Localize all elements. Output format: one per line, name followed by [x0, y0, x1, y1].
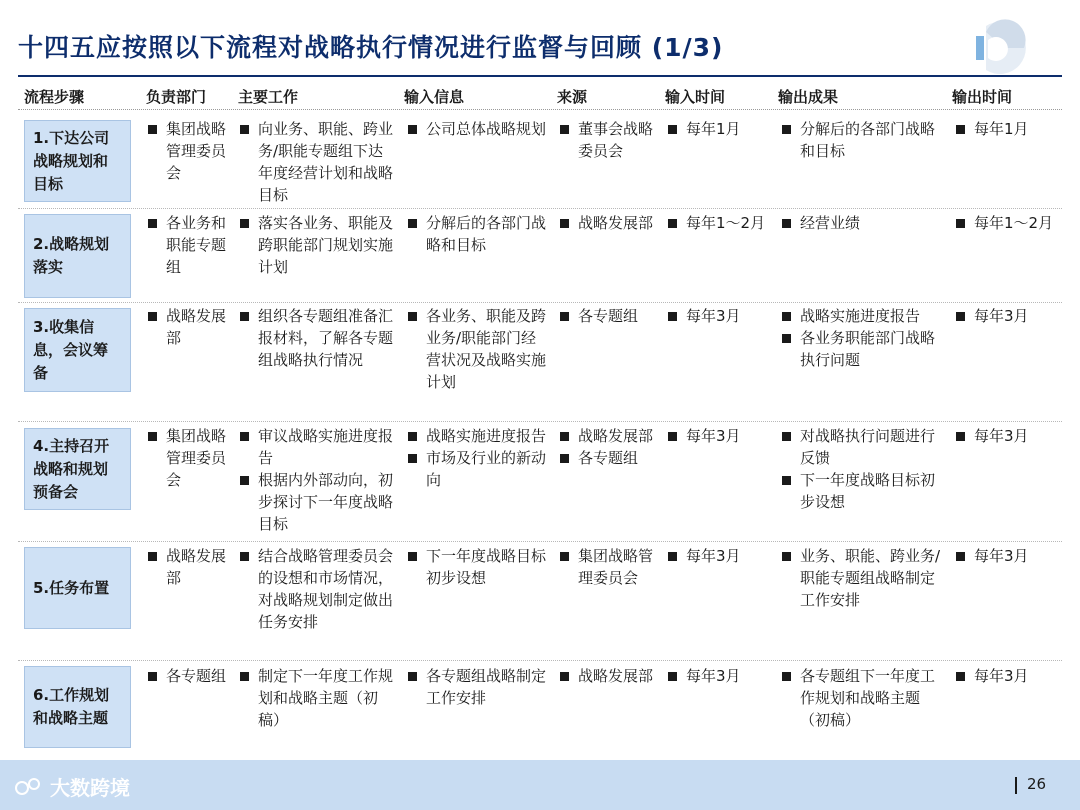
- square-bullet-icon: [668, 312, 677, 321]
- output-cell: [780, 118, 944, 162]
- square-bullet-icon: [560, 125, 569, 134]
- step-text: 2.战略规划落实: [33, 235, 110, 276]
- dept-cell: [146, 305, 228, 349]
- bullet-text: 下一年度战略目标初步设想: [800, 471, 936, 511]
- square-bullet-icon: [782, 334, 791, 343]
- bullet-item: [780, 118, 944, 162]
- output-cell: [780, 212, 944, 234]
- square-bullet-icon: [668, 672, 677, 681]
- input-time-cell: [666, 118, 770, 140]
- bullet-text: 分解后的各部门战略和目标: [800, 120, 936, 160]
- step-text: 5.任务布置: [33, 578, 110, 597]
- bullet-text: 分解后的各部门战略和目标: [426, 214, 547, 254]
- bullet-item: [238, 305, 398, 371]
- square-bullet-icon: [240, 312, 249, 321]
- bullet-text: 董事会战略委员会: [578, 120, 654, 160]
- square-bullet-icon: [148, 219, 157, 228]
- bullet-item: [780, 665, 944, 731]
- bullet-item: [406, 212, 551, 256]
- header-output-time: 输出时间: [952, 88, 1013, 106]
- row-divider: [18, 541, 1062, 542]
- output-cell: [780, 305, 944, 371]
- output-cell: [780, 545, 944, 611]
- output-time-cell: [954, 305, 1054, 327]
- bullet-item: [406, 447, 551, 491]
- bullet-item: [558, 665, 658, 687]
- header-dept: 负责部门: [146, 88, 207, 106]
- bullet-text: 各专题组下一年度工作规划和战略主题（初稿）: [800, 667, 936, 729]
- bullet-item: [146, 305, 228, 349]
- square-bullet-icon: [956, 312, 965, 321]
- step-label: [24, 308, 131, 392]
- bullet-item: [666, 118, 770, 140]
- input-time-cell: [666, 665, 770, 687]
- work-cell: [238, 118, 398, 206]
- square-bullet-icon: [782, 125, 791, 134]
- square-bullet-icon: [148, 672, 157, 681]
- dept-cell: [146, 425, 228, 491]
- square-bullet-icon: [240, 672, 249, 681]
- bullet-text: 每年3月: [974, 547, 1029, 565]
- input-cell: [406, 118, 551, 140]
- source-cell: [558, 212, 658, 234]
- square-bullet-icon: [668, 432, 677, 441]
- bullet-item: [780, 545, 944, 611]
- row-divider: [18, 421, 1062, 422]
- bullet-item: [666, 425, 770, 447]
- bullet-text: 结合战略管理委员会的设想和市场情况，对战略规划制定做出任务安排: [258, 547, 394, 631]
- bullet-text: 战略实施进度报告: [800, 307, 921, 325]
- bullet-item: [406, 425, 551, 447]
- input-cell: [406, 305, 551, 393]
- square-bullet-icon: [560, 432, 569, 441]
- page-number-divider: [1015, 777, 1017, 794]
- watermark-logo-icon: [14, 776, 44, 798]
- input-time-cell: [666, 212, 770, 234]
- bullet-text: 组织各专题组准备汇报材料，了解各专题组战略执行情况: [258, 307, 394, 369]
- bullet-item: [238, 425, 398, 469]
- step-label: [24, 547, 131, 629]
- square-bullet-icon: [560, 312, 569, 321]
- header-step: 流程步骤: [24, 88, 85, 106]
- bullet-item: [558, 545, 658, 589]
- bullet-text: 对战略执行问题进行反馈: [800, 427, 936, 467]
- square-bullet-icon: [782, 476, 791, 485]
- bullet-item: [780, 327, 944, 371]
- square-bullet-icon: [408, 312, 417, 321]
- watermark-text: 大数跨境: [50, 776, 130, 800]
- step-label: [24, 214, 131, 298]
- bullet-item: [238, 212, 398, 278]
- bullet-item: [558, 212, 658, 234]
- square-bullet-icon: [782, 312, 791, 321]
- bullet-text: 各专题组战略制定工作安排: [426, 667, 547, 707]
- bullet-item: [146, 118, 228, 184]
- bullet-text: 制定下一年度工作规划和战略主题（初稿）: [258, 667, 394, 729]
- bullet-text: 集团战略管理委员会: [578, 547, 654, 587]
- square-bullet-icon: [782, 672, 791, 681]
- square-bullet-icon: [240, 476, 249, 485]
- bullet-text: 审议战略实施进度报告: [258, 427, 394, 467]
- square-bullet-icon: [668, 552, 677, 561]
- work-cell: [238, 665, 398, 731]
- bullet-text: 业务、职能、跨业务/职能专题组战略制定工作安排: [800, 547, 941, 609]
- step-text: 6.工作规划和战略主题: [33, 686, 110, 727]
- input-time-cell: [666, 425, 770, 447]
- square-bullet-icon: [148, 125, 157, 134]
- square-bullet-icon: [956, 672, 965, 681]
- square-bullet-icon: [560, 552, 569, 561]
- source-cell: [558, 545, 658, 589]
- source-cell: [558, 305, 658, 327]
- row-divider: [18, 302, 1062, 303]
- bullet-item: [146, 212, 228, 278]
- bullet-text: 战略发展部: [578, 427, 654, 445]
- bullet-item: [558, 118, 658, 162]
- source-cell: [558, 665, 658, 687]
- bullet-item: [238, 665, 398, 731]
- input-time-cell: [666, 305, 770, 327]
- bullet-text: 战略发展部: [578, 214, 654, 232]
- bullet-text: 每年1月: [686, 120, 741, 138]
- bullet-text: 市场及行业的新动向: [426, 449, 547, 489]
- bullet-item: [954, 665, 1054, 687]
- work-cell: [238, 212, 398, 278]
- bullet-item: [558, 425, 658, 447]
- input-cell: [406, 665, 551, 709]
- square-bullet-icon: [956, 432, 965, 441]
- input-cell: [406, 212, 551, 256]
- square-bullet-icon: [560, 454, 569, 463]
- header-output: 输出成果: [778, 88, 839, 106]
- page-title: 十四五应按照以下流程对战略执行情况进行监督与回顾 (1/3): [18, 33, 724, 62]
- step-text: 1.下达公司战略规划和目标: [33, 128, 110, 193]
- bullet-item: [146, 425, 228, 491]
- output-time-cell: [954, 212, 1054, 234]
- dept-cell: [146, 665, 228, 687]
- output-time-cell: [954, 665, 1054, 687]
- bullet-text: 每年1月: [974, 120, 1029, 138]
- bullet-text: 战略发展部: [166, 307, 227, 347]
- output-time-cell: [954, 425, 1054, 447]
- bullet-text: 每年3月: [686, 547, 741, 565]
- dept-cell: [146, 212, 228, 278]
- bullet-item: [780, 425, 944, 469]
- header-work: 主要工作: [238, 88, 299, 106]
- title-underline: [18, 75, 1062, 77]
- bullet-item: [780, 469, 944, 513]
- bullet-text: 各业务、职能及跨业务/职能部门经营状况及战略实施计划: [426, 307, 547, 391]
- bullet-text: 各专题组: [578, 449, 639, 467]
- work-cell: [238, 425, 398, 535]
- step-text: 3.收集信息，会议筹备: [33, 317, 109, 382]
- bullet-item: [146, 545, 228, 589]
- bullet-text: 向业务、职能、跨业务/职能专题组下达年度经营计划和战略目标: [258, 120, 394, 204]
- bullet-text: 每年1～2月: [974, 214, 1054, 232]
- logo-icon: [968, 18, 1038, 78]
- bullet-item: [406, 305, 551, 393]
- square-bullet-icon: [408, 454, 417, 463]
- bullet-item: [666, 212, 770, 234]
- square-bullet-icon: [668, 219, 677, 228]
- square-bullet-icon: [408, 125, 417, 134]
- output-cell: [780, 425, 944, 513]
- bullet-item: [666, 665, 770, 687]
- header-input-time: 输入时间: [665, 88, 726, 106]
- square-bullet-icon: [148, 312, 157, 321]
- bullet-text: 每年3月: [974, 427, 1029, 445]
- header-source: 来源: [557, 88, 588, 106]
- square-bullet-icon: [956, 552, 965, 561]
- watermark: [14, 772, 130, 801]
- bullet-text: 每年3月: [686, 307, 741, 325]
- input-cell: [406, 425, 551, 491]
- bullet-text: 下一年度战略目标初步设想: [426, 547, 547, 587]
- bullet-text: 战略发展部: [166, 547, 227, 587]
- bullet-text: 每年3月: [974, 667, 1029, 685]
- square-bullet-icon: [240, 552, 249, 561]
- bullet-item: [954, 545, 1054, 567]
- bullet-item: [406, 665, 551, 709]
- bullet-text: 各业务职能部门战略执行问题: [800, 329, 936, 369]
- bullet-item: [558, 305, 658, 327]
- bullet-text: 集团战略管理委员会: [166, 120, 227, 182]
- output-time-cell: [954, 545, 1054, 567]
- bullet-item: [406, 118, 551, 140]
- source-cell: [558, 425, 658, 469]
- page-number: 26: [1027, 775, 1047, 793]
- header-input: 输入信息: [404, 88, 465, 106]
- square-bullet-icon: [148, 552, 157, 561]
- square-bullet-icon: [240, 432, 249, 441]
- output-cell: [780, 665, 944, 731]
- bullet-text: 集团战略管理委员会: [166, 427, 227, 489]
- step-text: 4.主持召开战略和规划预备会: [33, 436, 110, 501]
- bullet-item: [558, 447, 658, 469]
- square-bullet-icon: [240, 125, 249, 134]
- bullet-item: [780, 212, 944, 234]
- bullet-text: 经营业绩: [800, 214, 861, 232]
- bullet-text: 公司总体战略规划: [426, 120, 547, 138]
- bullet-text: 每年3月: [974, 307, 1029, 325]
- bullet-text: 各专题组: [578, 307, 639, 325]
- square-bullet-icon: [956, 219, 965, 228]
- bullet-item: [666, 545, 770, 567]
- header-divider: [18, 109, 1062, 110]
- bullet-text: 各专题组: [166, 667, 227, 685]
- bullet-item: [238, 118, 398, 206]
- bullet-text: 各业务和职能专题组: [166, 214, 227, 276]
- square-bullet-icon: [782, 219, 791, 228]
- input-cell: [406, 545, 551, 589]
- square-bullet-icon: [782, 432, 791, 441]
- bullet-item: [238, 545, 398, 633]
- square-bullet-icon: [560, 219, 569, 228]
- step-label: [24, 666, 131, 748]
- row-divider: [18, 660, 1062, 661]
- source-cell: [558, 118, 658, 162]
- square-bullet-icon: [148, 432, 157, 441]
- square-bullet-icon: [408, 552, 417, 561]
- bullet-item: [954, 305, 1054, 327]
- bullet-item: [954, 425, 1054, 447]
- bullet-item: [780, 305, 944, 327]
- square-bullet-icon: [782, 552, 791, 561]
- bullet-text: 根据内外部动向，初步探讨下一年度战略目标: [258, 471, 394, 533]
- bullet-text: 落实各业务、职能及跨职能部门规划实施计划: [258, 214, 394, 276]
- dept-cell: [146, 118, 228, 184]
- dept-cell: [146, 545, 228, 589]
- square-bullet-icon: [408, 672, 417, 681]
- bullet-item: [954, 118, 1054, 140]
- square-bullet-icon: [408, 219, 417, 228]
- bullet-text: 每年3月: [686, 427, 741, 445]
- row-divider: [18, 208, 1062, 209]
- bullet-item: [238, 469, 398, 535]
- bullet-text: 每年3月: [686, 667, 741, 685]
- bullet-item: [406, 545, 551, 589]
- square-bullet-icon: [956, 125, 965, 134]
- square-bullet-icon: [560, 672, 569, 681]
- bullet-text: 战略发展部: [578, 667, 654, 685]
- output-time-cell: [954, 118, 1054, 140]
- square-bullet-icon: [408, 432, 417, 441]
- work-cell: [238, 545, 398, 633]
- square-bullet-icon: [668, 125, 677, 134]
- step-label: [24, 428, 131, 510]
- work-cell: [238, 305, 398, 371]
- bullet-item: [954, 212, 1054, 234]
- input-time-cell: [666, 545, 770, 567]
- footer-bar: [0, 760, 1080, 810]
- bullet-item: [146, 665, 228, 687]
- bullet-text: 每年1～2月: [686, 214, 766, 232]
- step-label: [24, 120, 131, 202]
- bullet-item: [666, 305, 770, 327]
- square-bullet-icon: [240, 219, 249, 228]
- bullet-text: 战略实施进度报告: [426, 427, 547, 445]
